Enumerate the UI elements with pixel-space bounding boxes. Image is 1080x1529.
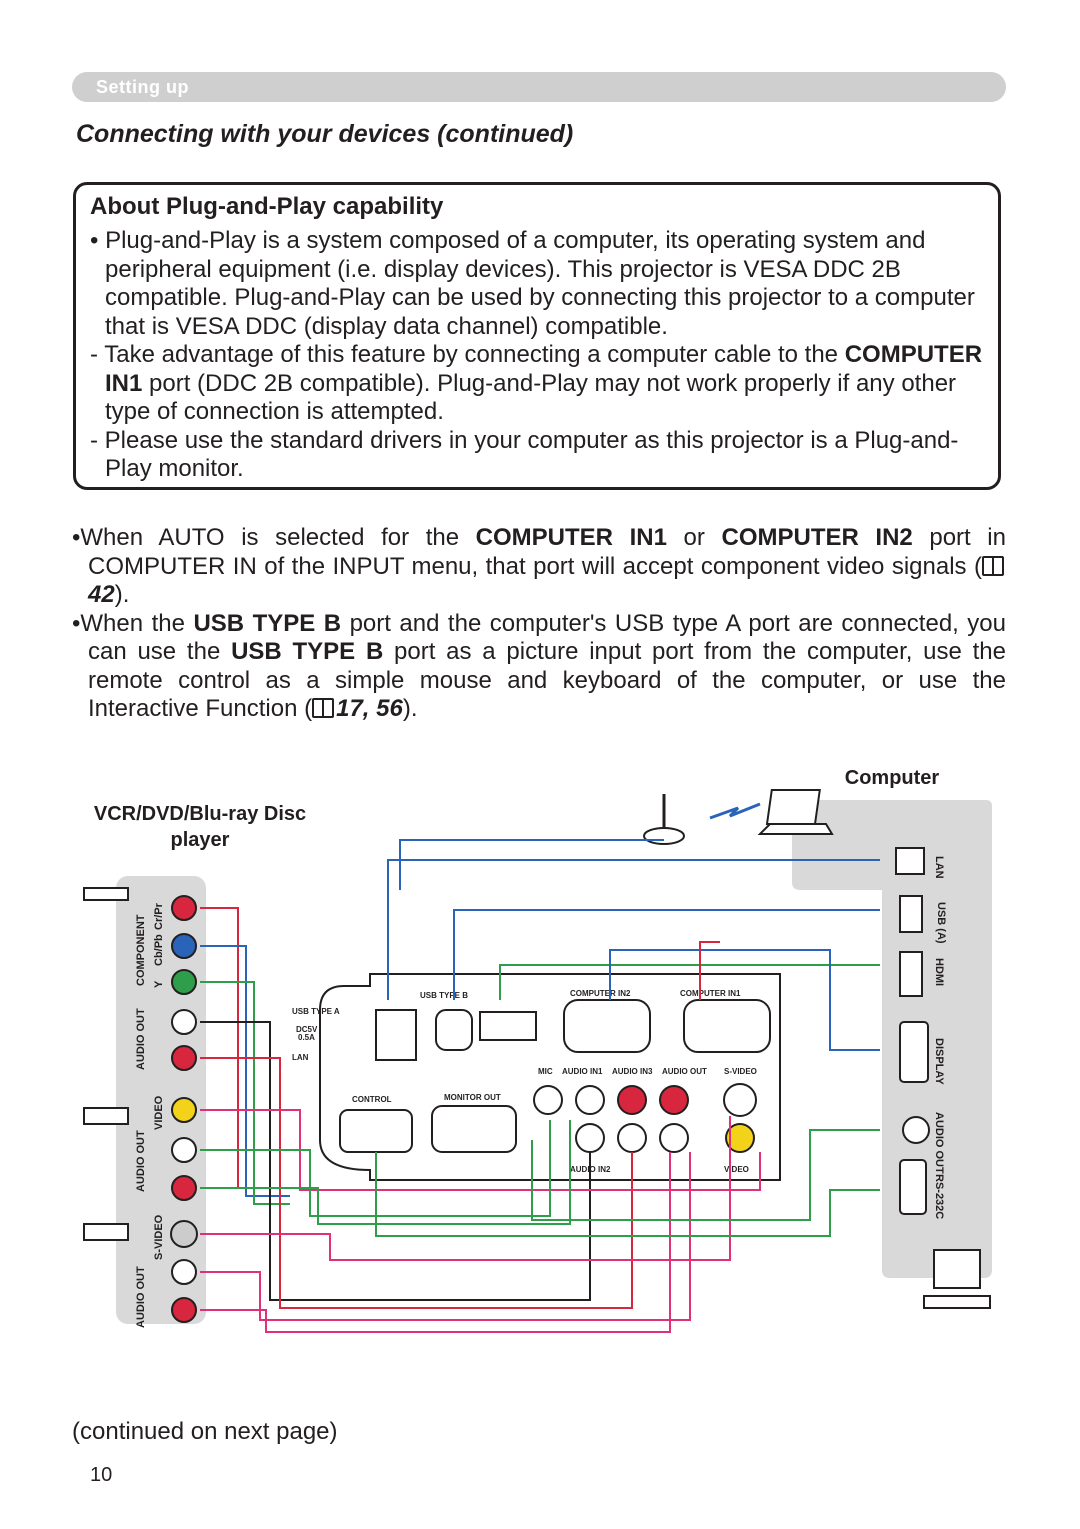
audio-out-label-1: AUDIO OUT [135, 1008, 147, 1070]
vcr-label-line2: player [170, 829, 230, 851]
video-label: VIDEO [153, 1095, 165, 1130]
section-label: Setting up [96, 77, 189, 97]
box-paragraph-3: - Please use the standard drivers in your computer as this projector is a Plug-and-Play monitor. [90, 426, 959, 482]
box-paragraph-1: • Plug-and-Play is a system composed of a computer, its operating system and peripheral equipment (i.e. display devices). This projector is VESA DDC 2B compatible. Plug-and-Play can be used by connecting this projector to a computer that is VESA DDC (display data channel) compatible. [90, 227, 975, 340]
connection-diagram [70, 760, 1010, 1370]
audio-out-port-label: AUDIO OUT [662, 1067, 707, 1076]
computer-in2-label: COMPUTER IN2 [570, 989, 631, 998]
audio-out-label-3: AUDIO OUT [135, 1266, 147, 1328]
box-p2-prefix: - Take advantage of this feature by connecting a computer cable to the [90, 341, 845, 368]
audio-out-label-2: AUDIO OUT [135, 1130, 147, 1192]
bullet2-text-c: port and the computer's USB type A port are connected, you can use the [88, 609, 1007, 665]
s-video-port-label: S-VIDEO [724, 1067, 757, 1076]
video-port-label: VIDEO [724, 1165, 749, 1174]
box-text [90, 227, 990, 484]
vcr-label-line1: VCR/DVD/Blu-ray Disc [93, 803, 307, 825]
box-paragraph-2 [90, 341, 990, 427]
bullet2-text-f: ). [402, 695, 418, 722]
pc-audio-out-label: AUDIO OUT [933, 1112, 945, 1174]
computer-label: Computer [844, 767, 940, 789]
monitor-out-label: MONITOR OUT [444, 1093, 501, 1102]
mic-label: MIC [538, 1067, 553, 1076]
bullet2-text-a: •When the [72, 609, 194, 637]
monitor-icon [924, 1250, 990, 1308]
bullet2-ref: 17, 56 [336, 695, 403, 722]
bullet2-text-e: port as a picture input port from the computer, use the remote control as a simple mouse and keyboard of the computer, or use the Interactive Function ( [88, 638, 1006, 722]
bullet1-text-f: ). [114, 581, 130, 608]
computer-in1-label: COMPUTER IN1 [680, 989, 741, 998]
pc-usb-label: USB (A) [935, 902, 947, 944]
pc-hdmi-label: HDMI [933, 958, 945, 987]
control-label: CONTROL [352, 1095, 392, 1104]
pc-lan-label: LAN [933, 856, 945, 879]
audio-in2-label: AUDIO IN2 [570, 1165, 611, 1174]
box-p2-suffix: port (DDC 2B compatible). Plug-and-Play may not work properly if any other type of connection is attempted. [105, 369, 957, 425]
pc-rs232c-label: RS-232C [933, 1174, 945, 1220]
cbpb-label: Cb/Pb [153, 934, 165, 966]
book-icon [982, 556, 1004, 576]
y-label: Y [153, 980, 165, 988]
bullet1-ref: 42 [88, 581, 115, 608]
bullet1-text-c: or [666, 524, 722, 551]
page-heading: Connecting with your devices (continued) [76, 120, 574, 148]
usb-type-a-label: USB TYPE A [292, 1007, 340, 1016]
page-number: 10 [90, 1464, 113, 1486]
continued-note: (continued on next page) [72, 1418, 338, 1445]
book-icon [312, 698, 334, 718]
bullet2-bold-d: USB TYPE B [231, 638, 384, 665]
bullet1-text-a: •When AUTO is selected for the [72, 524, 476, 551]
bullet1-text-e: port in COMPUTER IN of the INPUT menu, that port will accept component video signals ( [88, 524, 1006, 580]
computer-panel [792, 800, 992, 1278]
pc-display-label: DISPLAY [933, 1038, 945, 1085]
bullet2-bold-b: USB TYPE B [193, 609, 342, 637]
s-video-label: S-VIDEO [153, 1214, 165, 1260]
bullet-2 [72, 610, 1006, 724]
amp-label: 0.5A [298, 1033, 315, 1042]
lan-port-label: LAN [292, 1053, 309, 1062]
usb-type-b-label: USB TYPE B [420, 991, 469, 1000]
plug-and-play-box [73, 182, 1001, 490]
section-header-bar [72, 72, 1006, 102]
audio-in3-label: AUDIO IN3 [612, 1067, 653, 1076]
dc5v-label: DC5V [296, 1025, 318, 1034]
component-label: COMPONENT [135, 914, 147, 986]
wireless-antenna-icon [644, 794, 760, 844]
audio-in1-label: AUDIO IN1 [562, 1067, 603, 1076]
box-title: About Plug-and-Play capability [90, 193, 444, 220]
bullet-1 [72, 524, 1006, 610]
bullet1-bold-b: COMPUTER IN1 [475, 524, 667, 551]
bullet1-bold-d: COMPUTER IN2 [721, 524, 913, 551]
box-p2-bold: COMPUTER IN1 [105, 341, 983, 397]
crpr-label: Cr/Pr [153, 903, 165, 930]
bullet-list [72, 524, 1006, 724]
